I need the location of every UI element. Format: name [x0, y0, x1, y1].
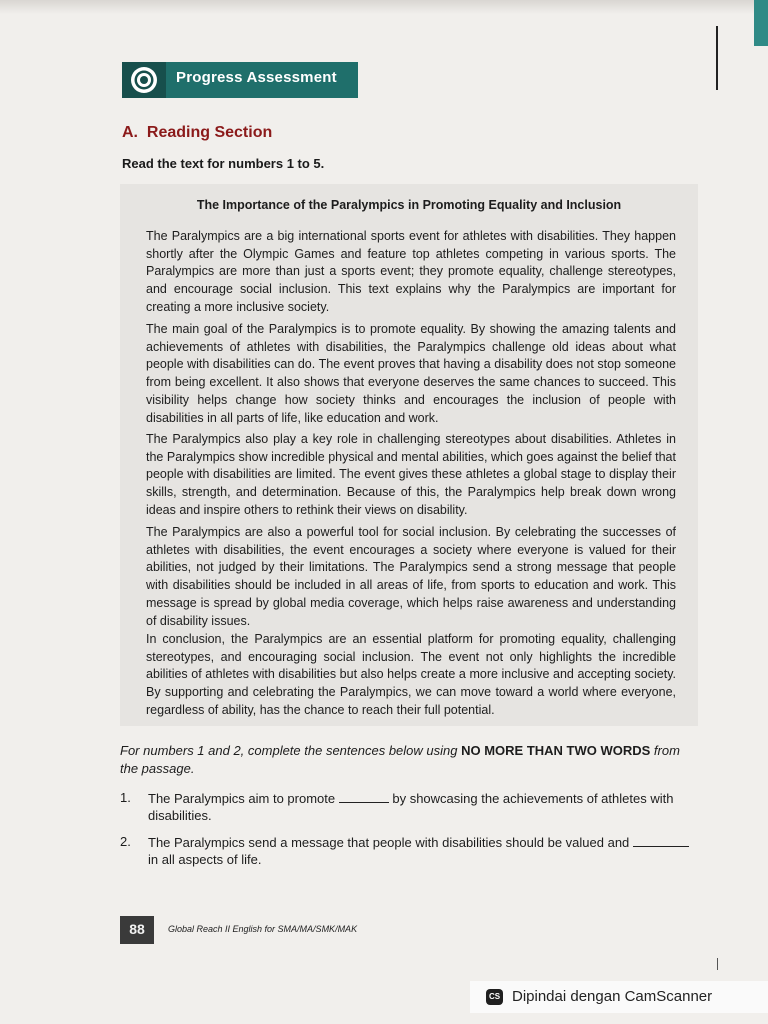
task-instruction-emphasis: NO MORE THAN TWO WORDS: [461, 743, 651, 758]
question-text-start: The Paralympics aim to promote: [148, 791, 339, 806]
question-text-end: in all aspects of life.: [148, 852, 262, 867]
page-number: 88: [129, 921, 145, 937]
watermark-text: Dipindai dengan CamScanner: [512, 988, 713, 1005]
book-title: Global Reach II English for SMA/MA/SMK/MAK: [168, 924, 358, 934]
question-text-end: by showcasing the achievements of athletes with disabilities.: [148, 791, 674, 823]
question-text-start: The Paralympics send a message that people with disabilities should be valued and: [148, 835, 633, 850]
banner-icon-panel: [122, 62, 166, 98]
question-text: [148, 789, 692, 824]
page-top-shadow: [0, 0, 768, 14]
question-number: 1.: [120, 790, 131, 805]
passage-paragraph-3: The Paralympics also play a key role in challenging stereotypes about disabilities. Athletes in the Paralympics show incredible physical and mental abilities, which goes against the belief that people with disabilities are limited. The event gives these athletes a global stage to display their skills, strength, and determination. Because of this, the Paralympics help break down wrong ideas and inspire others to rethink their views on disability.: [146, 432, 676, 517]
reading-instruction: Read the text for numbers 1 to 5.: [122, 156, 325, 171]
page-number-box: [120, 916, 154, 944]
corner-tab: [754, 0, 768, 46]
camscanner-watermark: [470, 981, 768, 1013]
passage-paragraph-5: In conclusion, the Paralympics are an essential platform for promoting equality, challenging stereotypes, and encouraging social inclusion. The event not only highlights the incredible abilities of athletes with disabilities but also helps create a more inclusive and accepting society. By supporting and celebrating the Paralympics, we can move toward a world where everyone, regardless of ability, has the chance to reach their full potential.: [146, 632, 676, 717]
camscanner-icon: CS: [486, 989, 503, 1005]
passage-title: The Importance of the Paralympics in Promoting Equality and Inclusion: [196, 198, 622, 212]
question-text: [148, 833, 692, 868]
section-heading: A. Reading Section: [122, 124, 273, 141]
right-margin-line: [716, 26, 718, 90]
answer-blank-1[interactable]: [339, 789, 389, 803]
task-instruction-end: from the passage.: [120, 743, 680, 776]
question-number: 2.: [120, 834, 131, 849]
passage-box: [120, 184, 698, 726]
target-icon: [129, 65, 159, 95]
answer-blank-2[interactable]: [633, 833, 689, 847]
banner-title: Progress Assessment: [176, 69, 337, 86]
passage-paragraph-1: The Paralympics are a big international sports event for athletes with disabilities. They happen shortly after the Olympic Games and feature top athletes competing in various sports. The Paralympics are more than just a sports event; they promote equality, challenge stereotypes, and encourage social inclusion. This text explains why the Paralympics are important for creating a more inclusive society.: [146, 229, 676, 314]
passage-paragraph-4: The Paralympics are also a powerful tool for social inclusion. By celebrating the successes of athletes with disabilities, the event encourages a society where everyone is valued for their abilities, not judged by their limitations. The Paralympics send a strong message that people with disabilities should be included in all areas of life, from sports to education and work. This message is spread by global media coverage, which helps raise awareness and understanding of disability issues.: [146, 525, 676, 628]
passage-paragraph-2: The main goal of the Paralympics is to promote equality. By showing the amazing talents and achievements of athletes with disabilities, the Paralympics challenge old ideas about what people with disabilities can do. The event proves that having a disability does not stop someone from being excellent. It also shows that everyone deserves the same chances to succeed. This visibility helps change how society thinks and encourages the inclusion of people with disabilities in all parts of life, like education and work.: [146, 322, 676, 425]
margin-mark: [717, 958, 718, 970]
progress-assessment-banner: [122, 62, 358, 98]
task-instruction: [120, 742, 692, 778]
task-instruction-start: For numbers 1 and 2, complete the sentences below using: [120, 743, 462, 758]
